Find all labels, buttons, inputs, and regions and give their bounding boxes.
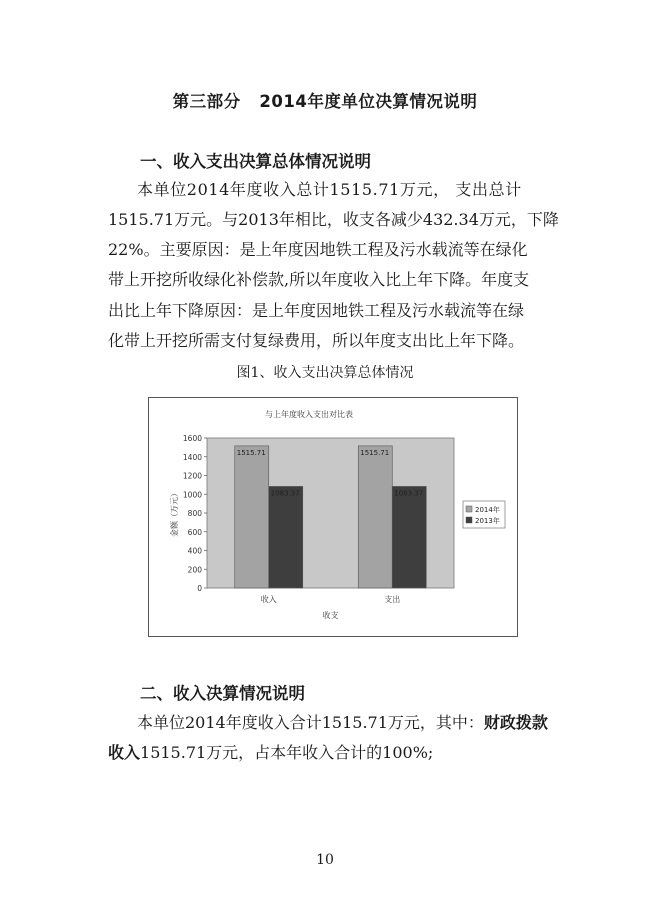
x-axis-label: 收支: [322, 611, 339, 620]
bar-value-label: 1515.71: [360, 448, 390, 457]
legend-swatch: [466, 506, 472, 512]
section-heading-income: 二、收入决算情况说明: [140, 684, 305, 703]
section-heading-income-expense: 一、收入支出决算总体情况说明: [140, 152, 371, 171]
y-tick-label: 1400: [182, 452, 202, 462]
paragraph-line: 出比上年下降原因：是上年度因地铁工程及污水载流等在绿: [108, 301, 525, 320]
bar-2013年: [392, 486, 426, 588]
chart-title: 与上年度收入支出对比表: [265, 410, 353, 419]
figure-caption: 图1、收入支出决算总体情况: [236, 365, 414, 381]
y-axis-label: 金额（万元）: [170, 489, 179, 537]
paragraph-line: [108, 740, 433, 763]
legend-swatch: [466, 517, 472, 523]
x-tick-label: 支出: [384, 595, 401, 604]
y-tick-label: 1000: [182, 490, 202, 500]
y-tick-label: 1200: [182, 471, 202, 481]
y-tick-label: 0: [197, 584, 202, 593]
paragraph-line: 1515.71万元。与2013年相比，收支各减少432.34万元，下降: [108, 210, 559, 229]
paragraph-line: 化带上开挖所需支付复绿费用，所以年度支出比上年下降。: [108, 331, 525, 350]
bar-value-label: 1515.71: [236, 448, 266, 457]
income-sentence-plain: 本单位2014年度收入合计1515.71万元，其中：: [137, 713, 484, 732]
paragraph-line: [137, 710, 548, 733]
page-number: 10: [316, 852, 334, 868]
income-sentence-bold: 财政拨款: [483, 713, 548, 732]
y-tick-label: 600: [187, 527, 202, 537]
bar-2014年: [358, 446, 392, 588]
bar-value-label: 1083.37: [270, 489, 300, 498]
paragraph-line: 22%。主要原因：是上年度因地铁工程及污水载流等在绿化: [108, 240, 528, 259]
bar-value-label: 1083.37: [394, 489, 424, 498]
y-tick-label: 200: [187, 565, 202, 575]
y-tick-label: 800: [187, 509, 202, 518]
page-title: 第三部分 2014年度单位决算情况说明: [172, 92, 478, 111]
y-tick-label: 400: [187, 546, 202, 556]
bar-2014年: [235, 446, 269, 588]
bar-2013年: [269, 486, 303, 588]
x-tick-label: 收入: [260, 595, 277, 604]
income-sentence-plain: 1515.71万元，占本年收入合计的100%;: [140, 743, 434, 762]
legend-label: 2013年: [475, 517, 500, 525]
legend-label: 2014年: [475, 506, 500, 514]
paragraph-line: 本单位2014年度收入总计1515.71万元， 支出总计: [137, 180, 522, 199]
y-tick-label: 1600: [182, 434, 202, 443]
income-expense-chart: [148, 397, 518, 637]
paragraph-line: 带上开挖所收绿化补偿款,所以年度收入比上年下降。年度支: [108, 270, 530, 289]
income-sentence-bold: 收入: [108, 743, 141, 762]
